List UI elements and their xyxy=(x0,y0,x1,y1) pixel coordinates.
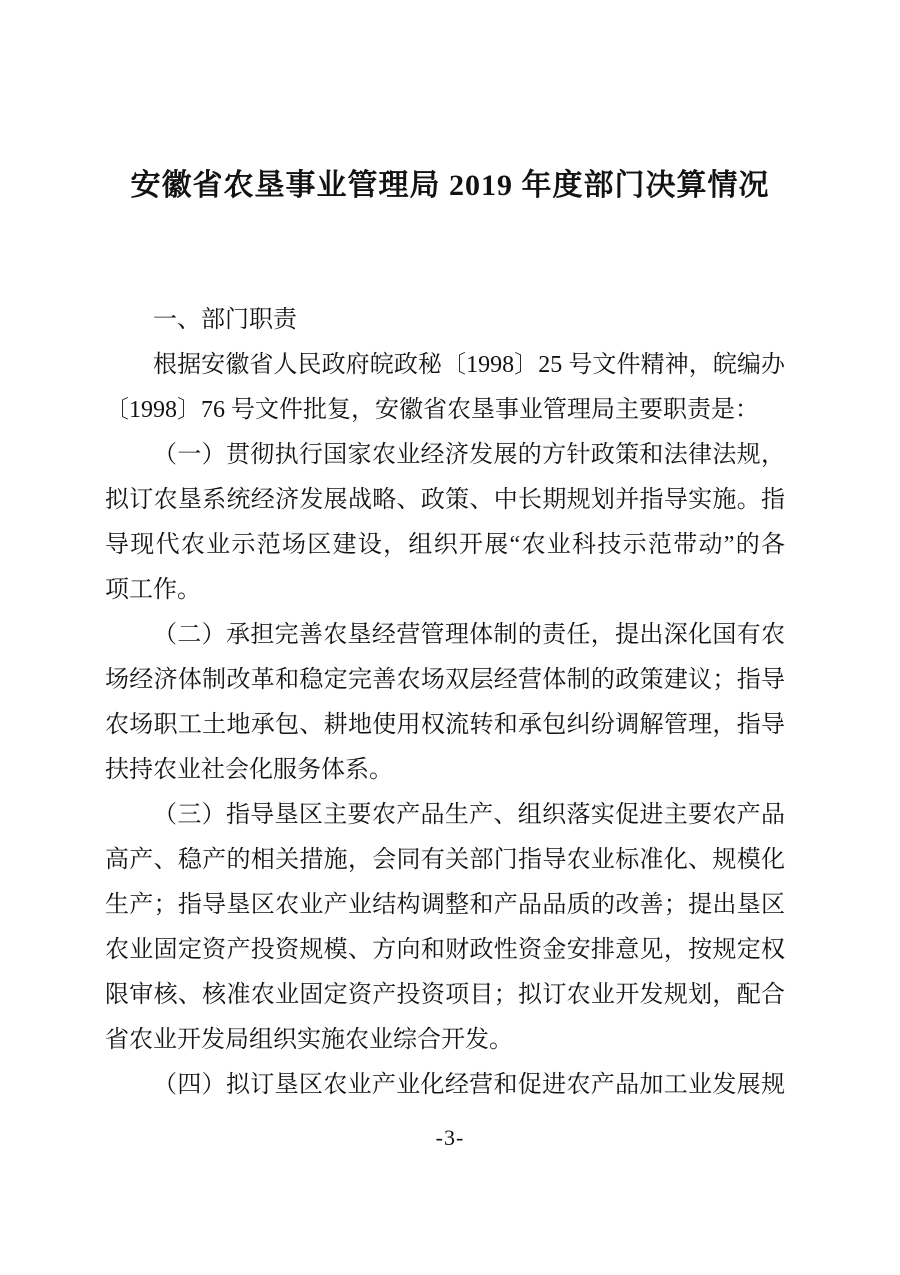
body-line: （二）承担完善农垦经营管理体制的责任，提出深化国有农 xyxy=(153,622,785,648)
body-line: （一）贯彻执行国家农业经济发展的方针政策和法律法规， xyxy=(153,442,785,468)
document-title: 安徽省农垦事业管理局 2019 年度部门决算情况 xyxy=(130,169,770,202)
body-line: （三）指导垦区主要农产品生产、组织落实促进主要农产品 xyxy=(153,802,785,828)
body-line: 省农业开发局组织实施农业综合开发。 xyxy=(105,1027,513,1053)
body-line: 生产；指导垦区农业产业结构调整和产品品质的改善；提出垦区 xyxy=(105,892,785,918)
page-number: -3- xyxy=(435,1125,465,1150)
body-line: 扶持农业社会化服务体系。 xyxy=(105,757,393,783)
body-line: 农业固定资产投资规模、方向和财政性资金安排意见，按规定权 xyxy=(105,937,785,963)
body-line: 导现代农业示范场区建设，组织开展“农业科技示范带动”的各 xyxy=(105,532,785,558)
body-line: 项工作。 xyxy=(105,577,201,603)
body-line: 高产、稳产的相关措施，会同有关部门指导农业标准化、规模化 xyxy=(105,847,785,873)
body-line: 〔1998〕76 号文件批复，安徽省农垦事业管理局主要职责是： xyxy=(105,397,759,423)
body-line: 一、部门职责 xyxy=(153,307,297,333)
body-line: 农场职工土地承包、耕地使用权流转和承包纠纷调解管理，指导 xyxy=(105,712,785,738)
body-line: 限审核、核准农业固定资产投资项目；拟订农业开发规划，配合 xyxy=(105,982,785,1008)
body-line: 场经济体制改革和稳定完善农场双层经营体制的政策建议；指导 xyxy=(105,667,785,693)
document-body xyxy=(105,298,785,1108)
body-line: （四）拟订垦区农业产业化经营和促进农产品加工业发展规 xyxy=(153,1072,785,1098)
body-line: 拟订农垦系统经济发展战略、政策、中长期规划并指导实施。指 xyxy=(105,487,785,513)
body-line: 根据安徽省人民政府皖政秘〔1998〕25 号文件精神，皖编办 xyxy=(153,352,785,378)
